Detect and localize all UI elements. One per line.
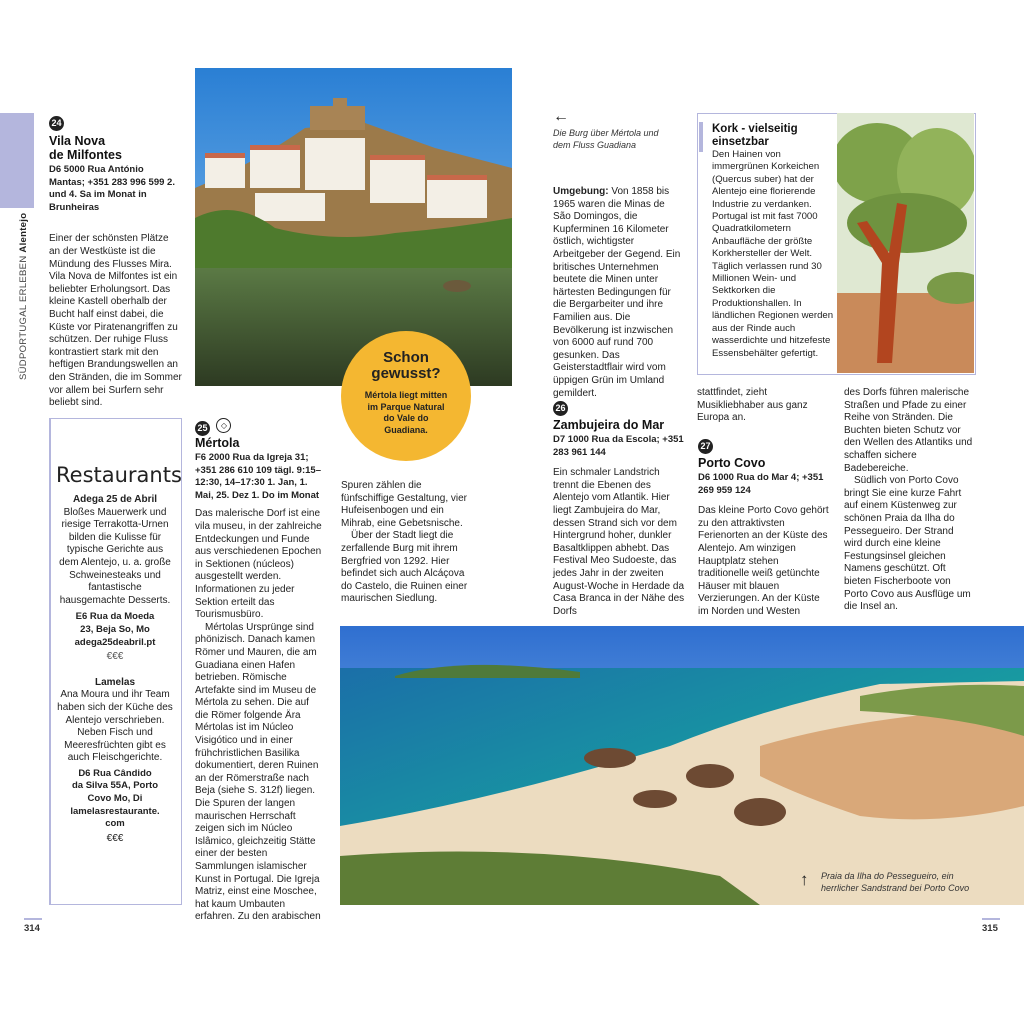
section-title [49,134,182,162]
body-text [553,186,685,400]
body-text: Einer der schönsten Plätze an der Westküste ist die Mündung des Flusses Mira. Vila Nova de Milfontes ist ein beliebter Erholungsort. Das kleine Kastell oberhalb der Bucht half einst dabei, die Küste vor Piratenangriffen zu schützen. Der ruhige Fluss kontrastiert stark mit den heftigen Brandungswellen an den Stränden, die im Sommer vor allem bei Surfern sehr beliebt sind. [49,233,182,409]
caption-arrow-icon: ← [553,108,569,125]
body-text: Ein schmaler Landstrich trennt die Ebenen des Alentejo vom Atlantik. Hier liegt Zambujeira do Mar, dessen Strand sich vor dem Hintergrund hoher, dunkler Basaltklippen abhebt. Das Festival Meo Sudoeste, das jedes Jahr in der zweiten August-Woche in Herdade da Casa Branca in der Nähe des Dorfs [553,467,685,617]
page-number-mark [24,918,42,920]
fact-title-line: gewusst? [371,365,441,382]
section-vila-nova [49,113,182,410]
info-line: 23, Beja So, Mo [80,623,150,635]
section-umgebung [553,186,685,400]
body-text: Spuren zählen die fünfschiffige Gestaltung, vier Hufeisenbogen und ein Mihrab, eine Gebetsnische. [341,480,467,529]
section-porto-covo-cont [844,387,974,614]
page-number-left: 314 [24,923,40,934]
side-label-region: Alentejo [18,212,29,253]
umgebung-label: Umgebung: [553,186,609,197]
info-line: E6 Rua da Moeda [75,611,155,623]
section-zambujeira [553,398,686,618]
restaurant-name: Adega 25 de Abril [72,494,158,505]
info-line: Covo Mo, Di [87,793,143,805]
restaurant-website-link[interactable]: lamelasrestaurante. [70,805,160,817]
info-block: D7 1000 Rua da Escola; +351 283 961 144 [553,434,684,458]
caption-text: Die Burg über Mértola und dem Fluss Guadiana [553,128,659,150]
restaurants-title: Restaurants [56,463,182,487]
kork-title-line: einsetzbar [712,135,769,148]
caption-beach [800,870,970,894]
body-text: Das kleine Porto Covo gehört zu den attraktivsten Ferienorten an der Küste des Alentejo. Am winzigen Hauptplatz stehen traditionelle weiß getünchte Häuser mit blauen Verzierungen. An der Küste im Norden und Westen [698,505,829,617]
highlight-icon: ◇ [216,418,231,433]
section-title: Mértola [195,436,240,450]
section-porto-covo [698,436,831,619]
restaurant-website-link[interactable]: adega25deabril.pt [74,636,156,648]
entry-number-badge: 25 [195,421,210,436]
photo-cork-oak [837,113,974,373]
price-rating: €€€ [106,832,124,844]
section-title: Zambujeira do Mar [553,418,665,432]
restaurant-text: Ana Moura und ihr Team haben sich der Küche des Alentejo verschrieben. Neben Fisch und Meeresfrüchten gibt es auch Fleischgerichte. [57,689,173,764]
entry-number-badge: 24 [49,116,64,131]
section-title: Porto Covo [698,456,766,470]
info-block: D6 5000 Rua António Mantas; +351 283 996 599 2. und 4. Sa im Monat in Brunheiras [49,164,175,213]
fact-title-line: Schon [383,349,429,366]
restaurant-info [56,611,174,649]
photo-praia-pessegueiro [340,626,1024,905]
page-number-mark [982,918,1000,920]
fact-badge [341,331,471,461]
restaurant-info [56,768,174,831]
info-block: F6 2000 Rua da Igreja 31; +351 286 610 109 tägl. 9:15–12:30, 14–17:30 1. Jan, 1. Mai, 25. Dez 1. Do im Monat [195,452,321,501]
entry-number-badge: 26 [553,401,568,416]
side-tab [0,113,34,208]
restaurant-name: Lamelas [94,676,136,688]
section-mertola-cont [341,480,471,606]
title-line-2: de Milfontes [49,148,122,162]
kork-text: Den Hainen von immergrünen Korkeichen (Quercus suber) hat der Alentejo eine florierende Industrie zu verdanken. Portugal ist mit fast 7000 Quadratkilometern Anbaufläche der größte Korkhersteller der Welt. Täglich verlassen rund 30 Millionen Wein- und Sektkorken die Produktionshallen. In ländlichen Regionen werden aus der Rinde auch wasserdichte und hitzefeste Essensbehälter gefertigt. [712,149,834,359]
fact-badge-text: Mértola liegt mitten im Parque Natural do Vale do Guadiana. [364,390,448,435]
body-text: Das malerische Dorf ist eine vila museu, in der zahlreiche Entdeckungen und Funde aus verschiedenen Epochen in Sektionen (núcleos) ausgestellt werden. Informationen zu jeder Sektion erteilt das Tourismusbüro. [195,508,322,621]
zambujeira-cont: stattfindet, zieht Musikliebhaber aus ganz Europa an. [697,387,808,424]
page-number-right: 315 [982,923,998,934]
caption-arrow-icon: ↑ [800,870,809,889]
restaurants-content [56,462,182,845]
restaurant-text: Bloßes Mauerwerk und riesige Terrakotta-Urnen bilden die Kulisse für typische Gerichte aus dem Alentejo, u. a. große Schweinesteaks und fantastische hausgemachte Desserts. [59,506,171,606]
kork-title [712,123,835,148]
kork-title-line: Kork - vielseitig [712,123,798,135]
section-mertola [195,418,325,924]
entry-number-badge: 27 [698,439,713,454]
body-text: Südlich von Porto Covo bringt Sie eine kurze Fahrt auf einem Küstenweg zur schönen Praia da Ilha do Pessegueiro. Der Strand wird durch eine kleine Festungsinsel gleichen Namens geschützt. Oft bieten Fischerboote von Porto Covo aus Ausflüge um die Insel an. [844,475,971,613]
caption-text: Praia da Ilha do Pessegueiro, ein herrlicher Sandstrand bei Porto Covo [821,871,970,893]
info-line: com [105,818,125,830]
side-label-prefix: SÜDPORTUGAL ERLEBEN [18,255,29,380]
kork-accent-bar [699,122,703,152]
kork-content [712,123,835,360]
fact-badge-title [341,350,471,382]
info-line: da Silva 55A, Porto [71,780,159,792]
side-label [18,213,29,380]
info-line: D6 Rua Cândido [78,767,152,779]
photo-mertola-castle [195,68,512,386]
umgebung-text: Von 1858 bis 1965 waren die Minas de São Domingos, die Kupferminen 16 Kilometer östlich, wichtigster Arbeitgeber der Gegend. Ein britisches Unternehmen beutete die Minen unter härtesten Bedingungen für die Bergarbeiter und ihre Familien aus. Die Bevölkerung ist inzwischen von 6000 auf rund 700 gesunken. Das Geisterstadtflair wird vom üppigen Grün im Umland gemildert. [553,186,681,399]
body-text: Mértolas Ursprünge sind phönizisch. Danach kamen Römer und Mauren, die am Guadiana einen Hafen betrieben. Römische Artefakte sind im Museu de Mértola zu sehen. Die auf die Römer folgende Ära Mértolas ist im Núcleo Visigótico und in einer frühchristlichen Basilika dokumentiert, deren Ruinen an der Römerstraße nach Beja (siehe S. 312f) liegen. Die Spuren der langen maurischen Herrschaft zeigen sich im Núcleo Islâmico, gleichzeitig Stätte einer der besten Sammlungen islamischer Kunst in Portugal. Die Igreja Matriz, einst eine Moschee, hat kaum Umbauten erfahren. Zu den arabischen [195,621,321,923]
caption-castle [553,108,663,151]
title-line-1: Vila Nova [49,134,106,148]
body-text: Über der Stadt liegt die zerfallende Burg mit ihrem Bergfried von 1292. Hier befindet sich auch Alcáçova do Castelo, die Ruinen einer maurischen Siedlung. [341,530,468,605]
info-block: D6 1000 Rua do Mar 4; +351 269 959 124 [698,472,824,496]
body-text: des Dorfs führen malerische Straßen und Pfade zu einer Reihe von Stränden. Die Buchten bieten Schutz vor den Wellen des Atlantiks und schaffen sichere Badebereiche. [844,387,973,474]
price-rating: €€€ [106,651,124,663]
